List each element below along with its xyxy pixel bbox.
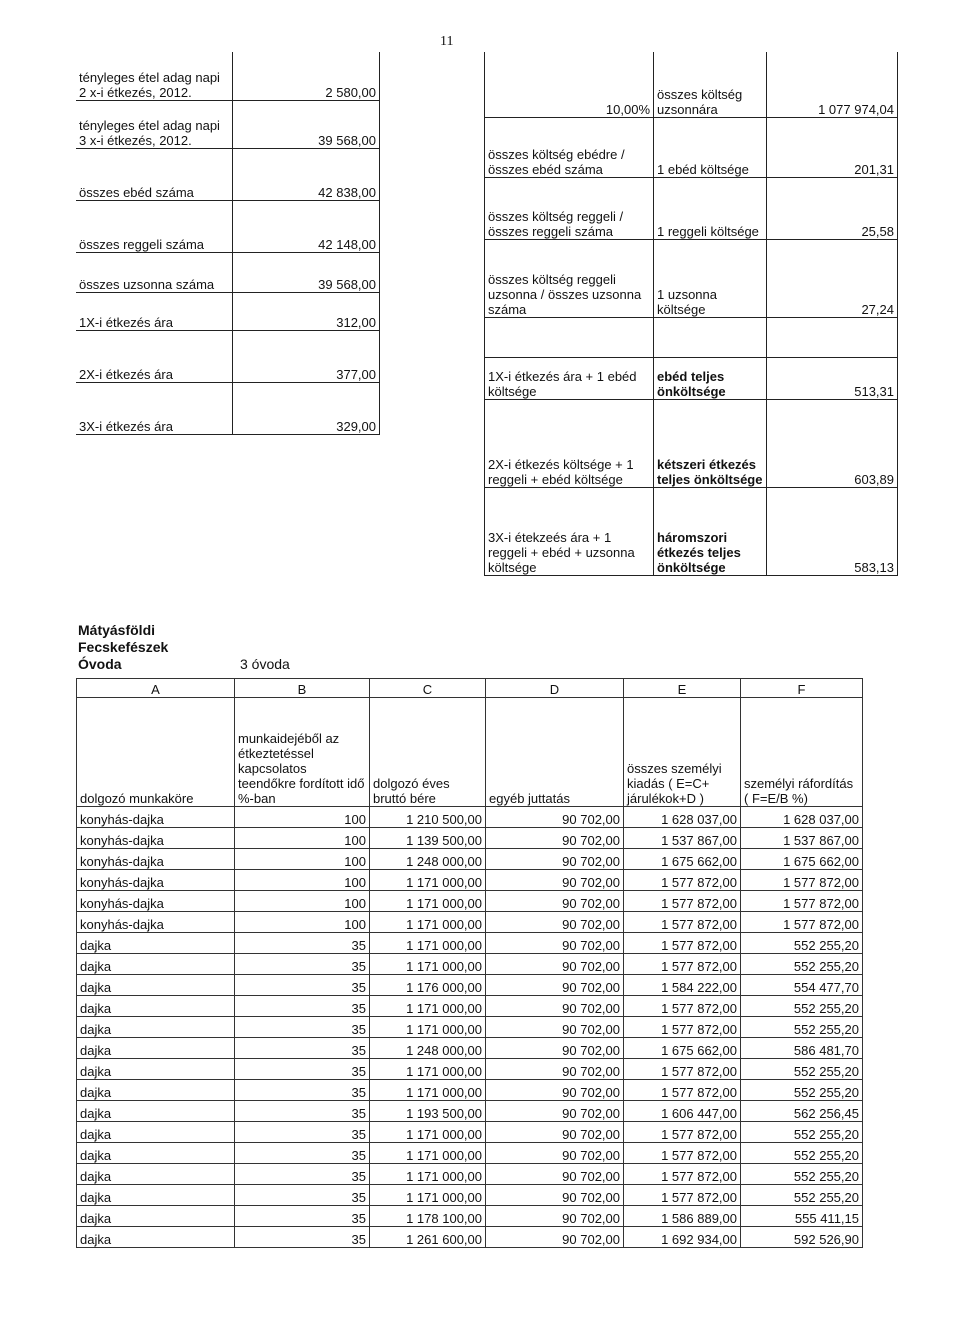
column-letter: E: [624, 679, 741, 698]
table-cell: dajka: [77, 1164, 235, 1185]
table-cell: 1 675 662,00: [624, 1038, 741, 1059]
table-cell: 1 139 500,00: [370, 828, 486, 849]
table-cell: 1 248 000,00: [370, 849, 486, 870]
left-row-value: 39 568,00: [233, 100, 380, 148]
table-cell: 1 178 100,00: [370, 1206, 486, 1227]
right-row-item: ebéd teljes önköltsége: [654, 357, 767, 399]
table-cell: 1 171 000,00: [370, 1185, 486, 1206]
right-table-row: [485, 52, 898, 117]
table-cell: 552 255,20: [741, 954, 863, 975]
table-cell: 35: [235, 1059, 370, 1080]
table-cell: 35: [235, 996, 370, 1017]
left-table-row: [76, 100, 380, 148]
table-cell: 90 702,00: [486, 1017, 624, 1038]
column-header: munkaidejéből az étkeztetéssel kapcsolatos teendőkre fordított idő %-ban: [235, 698, 370, 807]
left-row-label: összes ebéd száma: [76, 148, 233, 200]
table-cell: 90 702,00: [486, 1101, 624, 1122]
column-header: összes személyi kiadás ( E=C+ járulékok+D ): [624, 698, 741, 807]
table-cell: 1 537 867,00: [624, 828, 741, 849]
table-cell: 1 171 000,00: [370, 1059, 486, 1080]
left-row-value: 329,00: [233, 382, 380, 434]
table-cell: 592 526,90: [741, 1227, 863, 1248]
table-row: [77, 828, 863, 849]
table-cell: 90 702,00: [486, 849, 624, 870]
right-row-formula: összes költség reggeli /összes reggeli száma: [485, 177, 654, 239]
table-cell: 1 628 037,00: [624, 807, 741, 828]
table-cell: 1 577 872,00: [741, 891, 863, 912]
table-cell: dajka: [77, 1059, 235, 1080]
table-cell: 1 577 872,00: [624, 1185, 741, 1206]
right-row-value: 583,13: [767, 487, 898, 575]
table-cell: 1 606 447,00: [624, 1101, 741, 1122]
right-row-item: háromszori étkezés teljes önköltsége: [654, 487, 767, 575]
table-cell: 1 176 000,00: [370, 975, 486, 996]
table-cell: 552 255,20: [741, 1059, 863, 1080]
table-cell: dajka: [77, 954, 235, 975]
right-table-row: [485, 487, 898, 575]
table-cell: 35: [235, 1227, 370, 1248]
table-cell: 90 702,00: [486, 1185, 624, 1206]
table-cell: 100: [235, 870, 370, 891]
table-cell: 90 702,00: [486, 933, 624, 954]
page-number: 11: [440, 34, 454, 49]
table-cell: 1 210 500,00: [370, 807, 486, 828]
table-cell: 1 171 000,00: [370, 933, 486, 954]
table-cell: 100: [235, 807, 370, 828]
heading-line-2: Fecskefészek: [78, 639, 169, 655]
left-table-row: [76, 52, 380, 100]
table-row: [77, 870, 863, 891]
right-row-formula: [485, 317, 654, 357]
table-cell: dajka: [77, 1143, 235, 1164]
table-row: [77, 1122, 863, 1143]
right-table-row: [485, 399, 898, 487]
right-row-value: 513,31: [767, 357, 898, 399]
table-cell: 1 577 872,00: [624, 1059, 741, 1080]
table-cell: 35: [235, 1185, 370, 1206]
table-row: [77, 1143, 863, 1164]
table-cell: dajka: [77, 1038, 235, 1059]
left-row-label: tényleges étel adag napi 3 x-i étkezés, 2012.: [76, 100, 233, 148]
column-letter: B: [235, 679, 370, 698]
table-row: [77, 954, 863, 975]
left-row-value: 42 838,00: [233, 148, 380, 200]
left-row-value: 377,00: [233, 330, 380, 382]
table-cell: 552 255,20: [741, 1080, 863, 1101]
right-row-item: kétszeri étkezés teljes önköltsége: [654, 399, 767, 487]
left-table-row: [76, 330, 380, 382]
table-cell: 100: [235, 912, 370, 933]
table-cell: 90 702,00: [486, 1206, 624, 1227]
table-cell: dajka: [77, 996, 235, 1017]
table-cell: konyhás-dajka: [77, 870, 235, 891]
table-row: [77, 1206, 863, 1227]
table-cell: 1 171 000,00: [370, 870, 486, 891]
right-row-value: 1 077 974,04: [767, 52, 898, 117]
table-cell: 90 702,00: [486, 996, 624, 1017]
right-row-formula: 3X-i étekzeés ára + 1 reggeli + ebéd + uzsonna költsége: [485, 487, 654, 575]
right-row-value: [767, 317, 898, 357]
right-row-formula: 2X-i étkezés költsége + 1 reggeli + ebéd költsége: [485, 399, 654, 487]
table-cell: 1 577 872,00: [741, 870, 863, 891]
table-cell: 90 702,00: [486, 1164, 624, 1185]
table-cell: 100: [235, 849, 370, 870]
left-table-row: [76, 200, 380, 252]
table-cell: konyhás-dajka: [77, 828, 235, 849]
table-cell: 1 584 222,00: [624, 975, 741, 996]
table-row: [77, 1164, 863, 1185]
table-row: [77, 1185, 863, 1206]
table-cell: 1 171 000,00: [370, 912, 486, 933]
right-row-formula: 10,00%: [485, 52, 654, 117]
table-row: [77, 1101, 863, 1122]
right-table-row: [485, 177, 898, 239]
table-cell: 1 577 872,00: [624, 954, 741, 975]
table-cell: 90 702,00: [486, 975, 624, 996]
table-row: [77, 996, 863, 1017]
left-table-row: [76, 292, 380, 330]
right-row-value: 603,89: [767, 399, 898, 487]
table-cell: 1 675 662,00: [741, 849, 863, 870]
table-row: [77, 1080, 863, 1101]
table-cell: 1 577 872,00: [624, 1164, 741, 1185]
table-cell: 90 702,00: [486, 1080, 624, 1101]
table-cell: 100: [235, 891, 370, 912]
table-cell: 35: [235, 1122, 370, 1143]
table-cell: 90 702,00: [486, 954, 624, 975]
right-row-item: 1 ebéd költsége: [654, 117, 767, 177]
table-row: [77, 849, 863, 870]
table-cell: 1 171 000,00: [370, 1080, 486, 1101]
table-cell: 90 702,00: [486, 1227, 624, 1248]
table-row: [77, 1017, 863, 1038]
right-row-formula: összes költség ebédre /összes ebéd száma: [485, 117, 654, 177]
table-cell: 1 261 600,00: [370, 1227, 486, 1248]
table-cell: 35: [235, 1206, 370, 1227]
left-row-value: 312,00: [233, 292, 380, 330]
table-cell: 552 255,20: [741, 1143, 863, 1164]
table-cell: 90 702,00: [486, 1059, 624, 1080]
table-cell: 35: [235, 1143, 370, 1164]
table-cell: dajka: [77, 1122, 235, 1143]
table-cell: 562 256,45: [741, 1101, 863, 1122]
right-table-row: [485, 317, 898, 357]
staff-cost-table: [76, 678, 863, 1248]
table-cell: 1 586 889,00: [624, 1206, 741, 1227]
left-row-value: 39 568,00: [233, 252, 380, 292]
table-cell: konyhás-dajka: [77, 912, 235, 933]
table-cell: 1 537 867,00: [741, 828, 863, 849]
table-cell: 90 702,00: [486, 1143, 624, 1164]
column-letter: D: [486, 679, 624, 698]
left-table-row: [76, 382, 380, 434]
left-row-label: 3X-i étkezés ára: [76, 382, 233, 434]
table-cell: 35: [235, 1038, 370, 1059]
table-cell: 552 255,20: [741, 933, 863, 954]
table-cell: konyhás-dajka: [77, 849, 235, 870]
left-row-label: összes uzsonna száma: [76, 252, 233, 292]
section-heading: [78, 622, 168, 673]
column-letter: C: [370, 679, 486, 698]
left-row-value: 2 580,00: [233, 52, 380, 100]
table-cell: 90 702,00: [486, 891, 624, 912]
right-row-formula: 1X-i étkezés ára + 1 ebéd költsége: [485, 357, 654, 399]
table-cell: 1 248 000,00: [370, 1038, 486, 1059]
table-cell: 1 171 000,00: [370, 891, 486, 912]
table-cell: 35: [235, 954, 370, 975]
right-row-formula: összes költség reggeli uzsonna / összes uzsonna száma: [485, 239, 654, 317]
table-cell: 35: [235, 975, 370, 996]
table-cell: konyhás-dajka: [77, 807, 235, 828]
table-cell: 552 255,20: [741, 1017, 863, 1038]
right-row-item: összes költség uzsonnára: [654, 52, 767, 117]
left-row-label: összes reggeli száma: [76, 200, 233, 252]
table-row: [77, 1038, 863, 1059]
table-cell: 35: [235, 1017, 370, 1038]
right-row-value: 25,58: [767, 177, 898, 239]
table-cell: 35: [235, 1101, 370, 1122]
left-summary-table: [76, 52, 380, 435]
table-cell: 552 255,20: [741, 1185, 863, 1206]
table-cell: 1 171 000,00: [370, 996, 486, 1017]
table-cell: 1 577 872,00: [624, 996, 741, 1017]
table-cell: dajka: [77, 1080, 235, 1101]
table-row: [77, 891, 863, 912]
table-cell: 552 255,20: [741, 996, 863, 1017]
right-table-row: [485, 117, 898, 177]
table-cell: 1 577 872,00: [624, 891, 741, 912]
table-cell: 1 675 662,00: [624, 849, 741, 870]
table-cell: 586 481,70: [741, 1038, 863, 1059]
kindergarten-count: 3 óvoda: [240, 656, 290, 672]
right-row-item: 1 uzsonna költsége: [654, 239, 767, 317]
right-row-value: 27,24: [767, 239, 898, 317]
table-cell: 100: [235, 828, 370, 849]
table-row: [77, 807, 863, 828]
table-row: [77, 1059, 863, 1080]
table-cell: 1 577 872,00: [624, 1143, 741, 1164]
table-cell: 1 628 037,00: [741, 807, 863, 828]
left-table-row: [76, 252, 380, 292]
header-row: [77, 698, 863, 807]
table-cell: 1 577 872,00: [741, 912, 863, 933]
table-cell: 35: [235, 1164, 370, 1185]
heading-line-1: Mátyásföldi: [78, 622, 156, 638]
right-table-row: [485, 357, 898, 399]
table-cell: 1 577 872,00: [624, 933, 741, 954]
table-cell: 1 171 000,00: [370, 954, 486, 975]
table-row: [77, 1227, 863, 1248]
table-cell: 35: [235, 933, 370, 954]
table-row: [77, 912, 863, 933]
heading-line-3: Óvoda: [78, 656, 122, 672]
table-row: [77, 975, 863, 996]
table-cell: 1 193 500,00: [370, 1101, 486, 1122]
table-cell: konyhás-dajka: [77, 891, 235, 912]
table-cell: 1 577 872,00: [624, 870, 741, 891]
table-cell: 90 702,00: [486, 807, 624, 828]
table-cell: dajka: [77, 975, 235, 996]
table-cell: 1 171 000,00: [370, 1143, 486, 1164]
table-cell: 552 255,20: [741, 1164, 863, 1185]
table-cell: 1 577 872,00: [624, 1080, 741, 1101]
left-row-label: 1X-i étkezés ára: [76, 292, 233, 330]
table-cell: 1 171 000,00: [370, 1164, 486, 1185]
left-row-label: 2X-i étkezés ára: [76, 330, 233, 382]
table-cell: 552 255,20: [741, 1122, 863, 1143]
table-cell: 554 477,70: [741, 975, 863, 996]
table-cell: 90 702,00: [486, 870, 624, 891]
column-header: egyéb juttatás: [486, 698, 624, 807]
table-cell: 1 171 000,00: [370, 1122, 486, 1143]
column-header: dolgozó éves bruttó bére: [370, 698, 486, 807]
right-row-item: 1 reggeli költsége: [654, 177, 767, 239]
table-cell: dajka: [77, 1206, 235, 1227]
table-cell: 35: [235, 1080, 370, 1101]
right-table-row: [485, 239, 898, 317]
right-cost-table: [484, 52, 898, 576]
table-cell: dajka: [77, 1227, 235, 1248]
left-row-value: 42 148,00: [233, 200, 380, 252]
column-header: személyi ráfordítás ( F=E/B %): [741, 698, 863, 807]
table-cell: 555 411,15: [741, 1206, 863, 1227]
left-table-row: [76, 148, 380, 200]
table-cell: 1 577 872,00: [624, 1122, 741, 1143]
table-cell: 90 702,00: [486, 1038, 624, 1059]
table-cell: dajka: [77, 933, 235, 954]
table-cell: 90 702,00: [486, 1122, 624, 1143]
column-letter: A: [77, 679, 235, 698]
table-cell: dajka: [77, 1101, 235, 1122]
column-header: dolgozó munkaköre: [77, 698, 235, 807]
table-cell: dajka: [77, 1185, 235, 1206]
table-row: [77, 933, 863, 954]
column-letter-row: [77, 679, 863, 698]
table-cell: dajka: [77, 1017, 235, 1038]
table-cell: 90 702,00: [486, 912, 624, 933]
table-cell: 90 702,00: [486, 828, 624, 849]
table-cell: 1 171 000,00: [370, 1017, 486, 1038]
table-cell: 1 692 934,00: [624, 1227, 741, 1248]
column-letter: F: [741, 679, 863, 698]
table-cell: 1 577 872,00: [624, 1017, 741, 1038]
right-row-value: 201,31: [767, 117, 898, 177]
right-row-item: [654, 317, 767, 357]
table-cell: 1 577 872,00: [624, 912, 741, 933]
left-row-label: tényleges étel adag napi 2 x-i étkezés, 2012.: [76, 52, 233, 100]
